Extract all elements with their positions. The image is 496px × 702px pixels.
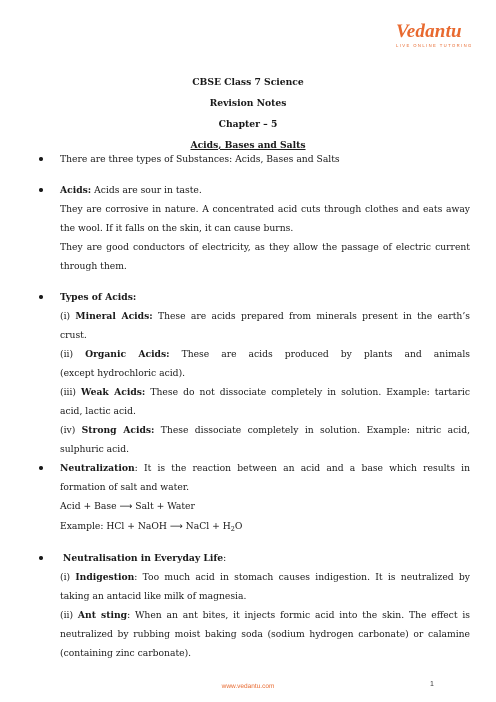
chemical-equation: Example: HCl + NaOH ⟶ NaCl + $H_2O$ [60,521,243,533]
weak-acids: (iii) Weak Acids: These do not dissociate completely in solution. Example: tartaric [60,387,470,398]
mineral-acids: (i) Mineral Acids: These are acids prepared from minerals present in the earth’s [60,311,470,322]
logo-tagline: LIVE ONLINE TUTORING [396,43,473,48]
indigestion: (i) Indigestion: Too much acid in stomach causes indigestion. It is neutralized by [60,572,470,583]
bullet-icon [39,556,43,560]
page-number: 1 [430,681,434,688]
document-header [0,72,496,156]
acids-title: Acids: [60,185,92,196]
arrow-icon: ⟶ [169,522,183,532]
bullet-acids: Acids: Acids are sour in taste. They are corrosive in nature. A concentrated acid cuts through clothes and eats away the wool. If it falls on the skin, it can cause burns. They are good conductors of electricity, as they allow the passage of electric current through them. [60,181,470,276]
footer-website-link[interactable]: www.vedantu.com [221,683,275,690]
bullet-icon [39,157,43,161]
organic-acids: (ii) Organic Acids: These are acids produced by plants and animals [60,349,470,360]
vedantu-logo [396,21,473,48]
arrow-icon: ⟶ [119,502,133,512]
header-notes: Revision Notes [209,98,287,109]
bullet-types-of-substances [60,150,470,169]
notes-content [60,150,470,663]
bullet-neutralisation-everyday: Neutralisation in Everyday Life: (i) Indigestion: Too much acid in stomach causes indigestion. It is neutralized by taking an antacid like milk of magnesia. (ii) Ant sting: When an ant bites, it injects formic acid into the skin. The effect is neutralized by rubbing moist baking soda (sodium hydrogen carbonate) or calamine (containing zinc carbonate). [60,549,470,663]
word-equation: Acid + Base ⟶ Salt + Water [60,501,195,512]
bullet-icon [39,466,43,470]
everyday-title: Neutralisation in Everyday Life [62,553,224,564]
strong-acids: (iv) Strong Acids: These dissociate completely in solution. Example: nitric acid, [60,425,470,436]
header-topic: Acids, Bases and Salts [190,140,306,151]
bullet-types-of-acids: Types of Acids: (i) Mineral Acids: These are acids prepared from minerals present in the earth’s crust. (ii) Organic Acids: These are acids produced by plants and animals (except hydrochloric acid). (iii) Weak Acids: These do not dissociate completely in solution. Example: tartaric acid, lactic acid. (iv) Strong Acids: These dissociate completely in solution. Example: nitric acid, sulphuric acid. [60,288,470,459]
header-chapter: Chapter – 5 [218,119,278,130]
neutralization-title: Neutralization [60,463,135,474]
bullet-icon [39,188,43,192]
bullet-text: There are three types of Substances: Acids, Bases and Salts [60,154,340,165]
bullet-icon [39,295,43,299]
logo-wordmark: Vedantu [396,21,462,42]
header-class: CBSE Class 7 Science [192,77,304,88]
types-of-acids-title: Types of Acids: [60,292,137,303]
ant-sting: (ii) Ant sting: When an ant bites, it injects formic acid into the skin. The effect is [60,610,470,621]
bullet-neutralization: Neutralization: It is the reaction between an acid and a base which results in formation of salt and water. Acid + Base ⟶ Salt + Water Example: HCl + NaOH ⟶ NaCl + $H_2O$ [60,459,470,537]
